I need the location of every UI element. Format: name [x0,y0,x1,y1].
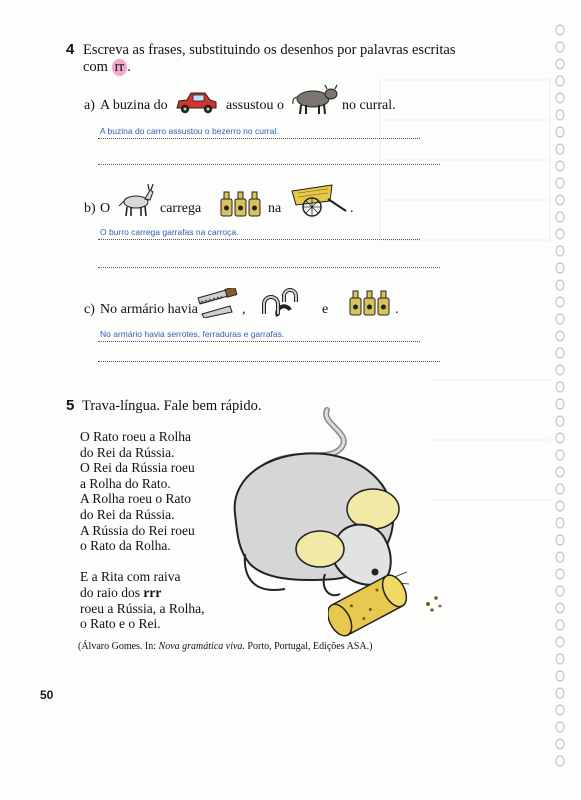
item-a-line-2 [98,164,440,165]
spiral-hole [556,671,564,681]
item-b-middle: carrega [160,201,202,216]
poem-line: o Rato da Rolha. [80,538,171,554]
exercise-4-instruction: Escreva as frases, substituindo os desenhos por palavras escritas [83,42,456,58]
spiral-hole [556,280,564,290]
item-a-line-1 [98,138,420,139]
page-number: 50 [40,688,54,702]
poem-line: do raio dos rrr [80,584,162,600]
item-b-answer: O burro carrega garrafas na carroça. [100,227,239,237]
poem-line: roeu a Rússia, a Rolha, [80,600,205,616]
item-a-answer: A buzina do carro assustou o bezerro no curral. [100,126,279,136]
spiral-hole [556,518,564,528]
spiral-hole [556,552,564,562]
spiral-hole [556,42,564,52]
item-b-middle2: na [268,201,282,216]
spiral-hole [556,229,564,239]
spiral-hole [556,722,564,732]
rr-highlight: rr [112,59,128,76]
spiral-hole [556,450,564,460]
exercise-4-instruction-line2: com rr . [83,59,131,75]
spiral-hole [556,110,564,120]
item-b-before: O [100,201,111,216]
poem-line: a Rolha do Rato. [80,475,171,491]
spiral-hole [556,535,564,545]
item-c-line-1 [98,341,420,342]
exercise-4-number: 4 [66,41,75,58]
spiral-hole [556,161,564,171]
spiral-hole [556,569,564,579]
spiral-hole [556,365,564,375]
cart-icon [288,181,348,219]
spiral-hole [556,127,564,137]
spiral-hole [556,416,564,426]
spiral-hole [556,263,564,273]
exercise-5-number: 5 [66,397,75,414]
cork-icon [328,560,448,640]
poem-line: O Rei da Rússia roeu [80,460,195,476]
spiral-hole [556,620,564,630]
item-b-line-1 [98,239,420,240]
car-icon [173,90,219,116]
item-a-before: A buzina do [100,98,168,113]
spiral-hole [556,178,564,188]
spiral-hole [556,144,564,154]
item-a-middle: assustou o [226,98,284,113]
item-a-letter: a) [84,98,95,113]
calf-icon [289,84,341,116]
spiral-hole [556,382,564,392]
spiral-hole [556,586,564,596]
poem-line: do Rei da Rússia. [80,506,175,522]
item-c-letter: c) [84,302,95,317]
saws-icon [196,288,240,318]
spiral-hole [556,501,564,511]
poem-line: O Rato roeu a Rolha [80,429,191,444]
spiral-hole [556,76,564,86]
poem-line: A Rússia do Rei roeu [80,522,195,538]
spiral-binding [549,20,571,780]
item-c-line-2 [98,361,440,362]
spiral-hole [556,739,564,749]
spiral-hole [556,93,564,103]
spiral-hole [556,25,564,35]
item-a-after: no curral. [342,98,396,113]
spiral-hole [556,195,564,205]
spiral-hole [556,688,564,698]
spiral-hole [556,756,564,766]
spiral-hole [556,246,564,256]
poem-credit: (Álvaro Gomes. In: Nova gramática viva. Porto, Portugal, Edições ASA.) [78,641,373,652]
spiral-hole [556,484,564,494]
rrr-bold: rrr [143,584,162,600]
spiral-hole [556,348,564,358]
bottles-icon [218,188,264,218]
poem-line: A Rolha roeu o Rato [80,491,191,507]
horseshoes-icon [254,288,306,318]
item-c-answer: No armário havia serrotes, ferraduras e garrafas. [100,329,285,339]
spiral-hole [556,433,564,443]
item-c-before: No armário havia [100,302,198,317]
item-c-sep2: e [322,302,329,317]
spiral-hole [556,314,564,324]
bottles-icon-c [347,287,393,317]
spiral-hole [556,637,564,647]
poem-line: o Rato e o Rei. [80,616,161,632]
spiral-hole [556,212,564,222]
spiral-hole [556,297,564,307]
item-c-sep1: , [242,302,246,317]
spiral-hole [556,603,564,613]
item-b-letter: b) [84,201,96,216]
spiral-hole [556,705,564,715]
poem-line: do Rei da Rússia. [80,444,175,460]
item-b-line-2 [98,267,440,268]
poem-line: E a Rita com raiva [80,569,181,585]
spiral-hole [556,59,564,69]
spiral-hole [556,399,564,409]
exercise-5-title: Trava-língua. Fale bem rápido. [82,398,262,414]
tongue-twister-poem [80,429,204,632]
spiral-hole [556,331,564,341]
spiral-hole [556,467,564,477]
spiral-hole [556,654,564,664]
poem-stanza-break [80,554,204,570]
item-b-after: . [350,201,354,216]
donkey-icon [117,182,155,218]
item-c-after: . [395,302,399,317]
